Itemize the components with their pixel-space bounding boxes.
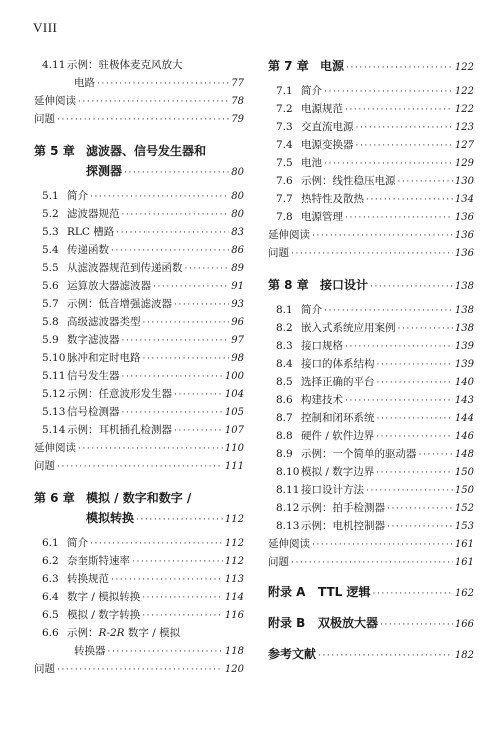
- page-ref: 144: [454, 413, 474, 424]
- leader-dots: [57, 661, 223, 679]
- page-ref: 116: [224, 610, 244, 621]
- section-title: 问题: [34, 663, 55, 675]
- section-title: 问题: [34, 113, 55, 125]
- page-ref: 113: [224, 574, 244, 585]
- toc-entry[interactable]: [268, 427, 474, 445]
- leader-dots: [90, 188, 229, 206]
- page-ref: 80: [231, 209, 244, 220]
- toc-entry[interactable]: [34, 56, 244, 74]
- section-number: 6.4: [42, 591, 59, 603]
- section-title: 控制和闭环系统: [301, 412, 375, 424]
- leader-dots: [57, 458, 223, 476]
- toc-entry[interactable]: [268, 301, 474, 319]
- section-title: 交直流电源: [301, 121, 354, 133]
- section-title: 数字 / 模拟转换: [67, 591, 141, 603]
- toc-entry[interactable]: [34, 660, 244, 678]
- toc-entry[interactable]: [34, 570, 244, 588]
- section-title: 示例：低音增强滤波器: [67, 298, 172, 310]
- page-ref: 80: [231, 167, 244, 178]
- section-number: 8.11: [276, 484, 300, 496]
- page-ref: 130: [454, 176, 474, 187]
- section-number: 7.2: [276, 103, 293, 115]
- leader-dots: [345, 209, 453, 227]
- leader-dots: [108, 643, 223, 661]
- section-number: 8.9: [276, 448, 293, 460]
- toc-entry[interactable]: [34, 205, 244, 223]
- leader-dots: [356, 137, 453, 155]
- page-ref: 104: [224, 389, 244, 400]
- section-title: 延伸阅读: [34, 442, 76, 454]
- section-title: 问题: [268, 247, 289, 259]
- toc-entry[interactable]: [34, 403, 244, 421]
- section-title: 延伸阅读: [34, 95, 76, 107]
- section-title: 简介: [67, 537, 88, 549]
- chapter-heading[interactable]: [268, 275, 474, 295]
- chapter-5-sections: [34, 187, 244, 439]
- section-title: 构建技术: [301, 394, 343, 406]
- leader-dots: [377, 410, 453, 428]
- toc-entry[interactable]: [34, 331, 244, 349]
- leader-dots: [143, 314, 230, 332]
- leader-dots: [97, 75, 229, 93]
- section-title: 从滤波器规范到传递函数: [67, 262, 183, 274]
- leader-dots: [174, 296, 229, 314]
- page-ref: 136: [454, 230, 474, 241]
- toc-entry[interactable]: [34, 457, 244, 475]
- page-ref: 96: [231, 317, 244, 328]
- leader-dots: [377, 374, 453, 392]
- leader-dots: [356, 119, 453, 137]
- toc-entry[interactable]: [34, 349, 244, 367]
- section-number: 5.2: [42, 208, 59, 220]
- leader-dots: [380, 615, 453, 635]
- section-number: 6.3: [42, 573, 59, 585]
- section-title: 示例：R-2R 数字 / 模拟: [67, 627, 181, 639]
- toc-entry[interactable]: [268, 82, 474, 100]
- section-title: 简介: [301, 304, 322, 316]
- section-title: 简介: [67, 190, 88, 202]
- page-ref: 100: [224, 371, 244, 382]
- leader-dots: [377, 356, 453, 374]
- leader-dots: [78, 440, 223, 458]
- chapter-title-cont: 探测器: [86, 164, 123, 178]
- page-ref: 138: [454, 305, 474, 316]
- section-title: RLC 槽路: [67, 226, 115, 238]
- section-number: 8.2: [276, 322, 293, 334]
- page-ref: 98: [231, 353, 244, 364]
- section-title: 电池: [301, 157, 322, 169]
- section-number: 6.1: [42, 537, 59, 549]
- page-ref: 80: [231, 191, 244, 202]
- page-ref: 112: [224, 538, 244, 549]
- page-ref: 93: [231, 299, 244, 310]
- leader-dots: [346, 58, 453, 78]
- leader-dots: [57, 111, 229, 129]
- appendix-title: TTL 逻辑: [318, 585, 371, 599]
- toc-entry[interactable]: [268, 553, 474, 571]
- section-title: 选择正确的平台: [301, 376, 375, 388]
- page-ref: 83: [231, 227, 244, 238]
- chapter-6-sections: [34, 534, 244, 624]
- page-ref: 77: [231, 78, 244, 89]
- page-ref: 134: [454, 194, 474, 205]
- chapter-title: 接口设计: [320, 278, 369, 292]
- leader-dots: [366, 191, 453, 209]
- page-ref: 97: [231, 335, 244, 346]
- leader-dots: [345, 101, 453, 119]
- toc-entry[interactable]: [268, 499, 474, 517]
- page-ref: 122: [454, 104, 474, 115]
- toc-entry[interactable]: [268, 355, 474, 373]
- leader-dots: [376, 464, 453, 482]
- leader-dots: [142, 589, 223, 607]
- toc-entry[interactable]: [268, 118, 474, 136]
- page-number: VIII: [33, 20, 58, 35]
- page-ref: 150: [454, 485, 474, 496]
- leader-dots: [398, 173, 453, 191]
- page-ref: 86: [231, 245, 244, 256]
- references-title: 参考文献: [268, 647, 317, 661]
- section-number: 5.12: [42, 388, 66, 400]
- appendix-number: 附录 A: [268, 585, 306, 599]
- section-number: 8.6: [276, 394, 293, 406]
- chapter-heading[interactable]: [34, 488, 244, 508]
- toc-entry[interactable]: [34, 295, 244, 313]
- leader-dots: [136, 510, 223, 530]
- page-ref: 118: [224, 646, 244, 657]
- leader-dots: [345, 338, 453, 356]
- section-number: 8.4: [276, 358, 293, 370]
- chapter-heading[interactable]: [268, 56, 474, 76]
- leader-dots: [174, 386, 223, 404]
- page-ref: 123: [454, 122, 474, 133]
- appendix-a-heading[interactable]: [268, 582, 474, 602]
- toc-entry[interactable]: [34, 606, 244, 624]
- page-ref: 79: [231, 114, 244, 125]
- section-number: 8.12: [276, 502, 300, 514]
- chapter-number: 第 7 章: [268, 59, 309, 73]
- section-title: 接口规格: [301, 340, 343, 352]
- toc-entry[interactable]: [34, 110, 244, 128]
- toc-entry[interactable]: [268, 136, 474, 154]
- section-title: 示例：一个简单的驱动器: [301, 448, 417, 460]
- chapter-title-cont: 模拟转换: [86, 511, 135, 525]
- chapter-heading[interactable]: [34, 141, 244, 161]
- section-number: 7.7: [276, 193, 293, 205]
- chapter-7-sections: [268, 82, 474, 226]
- leader-dots: [122, 368, 223, 386]
- page-ref: 143: [454, 395, 474, 406]
- section-title: 接口的体系结构: [301, 358, 375, 370]
- page-ref: 112: [224, 556, 244, 567]
- page-ref: 111: [224, 461, 244, 472]
- chapter-number: 第 6 章: [34, 491, 75, 505]
- section-number: 7.8: [276, 211, 293, 223]
- leader-dots: [345, 392, 453, 410]
- references-heading[interactable]: [268, 644, 474, 664]
- toc-entry[interactable]: [34, 259, 244, 277]
- leader-dots: [122, 206, 230, 224]
- section-number: 5.13: [42, 406, 66, 418]
- leader-dots: [122, 332, 230, 350]
- page-ref: 127: [454, 140, 474, 151]
- section-title: 示例：线性稳压电源: [301, 175, 396, 187]
- toc-left-column: [34, 56, 244, 678]
- section-number: 5.9: [42, 334, 59, 346]
- section-title: 高级滤波器类型: [67, 316, 141, 328]
- section-number: 4.11: [42, 59, 66, 71]
- section-title: 示例：拍手检测器: [301, 502, 385, 514]
- section-number: 5.10: [42, 352, 66, 364]
- leader-dots: [324, 302, 453, 320]
- toc-entry[interactable]: [268, 517, 474, 535]
- chapter-8-sections: [268, 301, 474, 535]
- section-number: 7.5: [276, 157, 293, 169]
- section-title: 问题: [34, 460, 55, 472]
- toc-entry[interactable]: [268, 208, 474, 226]
- section-title: 模拟 / 数字转换: [67, 609, 141, 621]
- leader-dots: [116, 224, 229, 242]
- page-ref: 139: [454, 359, 474, 370]
- leader-dots: [324, 155, 453, 173]
- toc-entry[interactable]: [268, 535, 474, 553]
- section-title: 转换规范: [67, 573, 109, 585]
- toc-entry[interactable]: [268, 445, 474, 463]
- page-ref: 146: [454, 431, 474, 442]
- toc-entry[interactable]: [268, 244, 474, 262]
- toc-entry[interactable]: [268, 226, 474, 244]
- section-title: 延伸阅读: [268, 538, 310, 550]
- chapter-heading-continuation[interactable]: [34, 508, 244, 528]
- toc-entry[interactable]: [34, 367, 244, 385]
- page-ref: 162: [454, 588, 474, 599]
- leader-dots: [312, 227, 453, 245]
- leader-dots: [124, 163, 229, 183]
- toc-entry[interactable]: [268, 391, 474, 409]
- toc-entry[interactable]: [34, 187, 244, 205]
- leader-dots: [398, 320, 453, 338]
- leader-dots: [143, 350, 230, 368]
- page-ref: 136: [454, 212, 474, 223]
- section-number: 8.10: [276, 466, 300, 478]
- section-number: 5.3: [42, 226, 59, 238]
- section-title: 问题: [268, 556, 289, 568]
- leader-dots: [153, 278, 229, 296]
- page-ref: 136: [454, 248, 474, 259]
- page-ref: 150: [454, 467, 474, 478]
- toc-entry[interactable]: [268, 100, 474, 118]
- appendix-number: 附录 B: [268, 616, 306, 630]
- section-number: 8.8: [276, 430, 293, 442]
- page-ref: 78: [231, 96, 244, 107]
- section-title-cont: 电路: [74, 77, 95, 89]
- section-number: 5.4: [42, 244, 59, 256]
- section-number: 5.7: [42, 298, 59, 310]
- chapter-title: 滤波器、信号发生器和: [86, 144, 207, 158]
- section-title: 硬件 / 软件边界: [301, 430, 375, 442]
- toc-entry[interactable]: [268, 373, 474, 391]
- leader-dots: [291, 554, 453, 572]
- section-number: 8.5: [276, 376, 293, 388]
- leader-dots: [312, 536, 453, 554]
- page-ref: 114: [224, 592, 244, 603]
- page-ref: 122: [454, 62, 474, 73]
- page-ref: 161: [454, 557, 474, 568]
- section-number: 6.2: [42, 555, 59, 567]
- toc-entry[interactable]: [268, 319, 474, 337]
- chapter-number: 第 5 章: [34, 144, 75, 158]
- page-ref: 122: [454, 86, 474, 97]
- section-title: 信号检测器: [67, 406, 120, 418]
- section-number: 6.6: [42, 627, 59, 639]
- page-ref: 153: [454, 521, 474, 532]
- section-number: 7.3: [276, 121, 293, 133]
- leader-dots: [318, 646, 453, 666]
- appendix-b-heading[interactable]: [268, 613, 474, 633]
- leader-dots: [366, 482, 453, 500]
- toc-entry-continuation[interactable]: [34, 74, 244, 92]
- leader-dots: [372, 584, 452, 604]
- section-title-cont: 转换器: [74, 645, 106, 657]
- page-ref: 105: [224, 407, 244, 418]
- toc-entry[interactable]: [268, 337, 474, 355]
- page-ref: 112: [224, 514, 244, 525]
- page-ref: 140: [454, 377, 474, 388]
- leader-dots: [142, 607, 223, 625]
- toc-entry[interactable]: [268, 172, 474, 190]
- page-ref: 166: [454, 619, 474, 630]
- section-number: 8.1: [276, 304, 293, 316]
- section-number: 5.14: [42, 424, 66, 436]
- section-title: 电源变换器: [301, 139, 354, 151]
- section-number: 8.7: [276, 412, 293, 424]
- toc-entry[interactable]: [34, 385, 244, 403]
- leader-dots: [78, 93, 229, 111]
- toc-entry[interactable]: [268, 481, 474, 499]
- page-ref: 138: [454, 323, 474, 334]
- section-number: 5.5: [42, 262, 59, 274]
- chapter-title: 模拟 / 数字和数字 /: [86, 491, 192, 505]
- toc-entry[interactable]: [268, 190, 474, 208]
- section-title: 接口设计方法: [301, 484, 364, 496]
- section-number: 5.1: [42, 190, 59, 202]
- chapter-title: 电源: [320, 59, 345, 73]
- toc-entry[interactable]: [34, 241, 244, 259]
- toc-entry[interactable]: [34, 421, 244, 439]
- section-title: 电源管理: [301, 211, 343, 223]
- toc-entry-continuation[interactable]: [34, 642, 244, 660]
- section-number: 7.1: [276, 85, 293, 97]
- section-title: 传递函数: [67, 244, 109, 256]
- leader-dots: [174, 422, 223, 440]
- toc-entry[interactable]: [268, 463, 474, 481]
- section-title: 示例：任意波形发生器: [67, 388, 172, 400]
- page-ref: 120: [224, 664, 244, 675]
- toc-entry[interactable]: [34, 277, 244, 295]
- page-ref: 161: [454, 539, 474, 550]
- section-title: 运算放大器滤波器: [67, 280, 151, 292]
- toc-entry[interactable]: [34, 313, 244, 331]
- leader-dots: [291, 245, 453, 263]
- appendix-title: 双极放大器: [318, 616, 379, 630]
- leader-dots: [387, 500, 453, 518]
- section-title: 示例：驻极体麦克风放大: [67, 59, 183, 71]
- section-title: 滤波器规范: [67, 208, 120, 220]
- toc-entry[interactable]: [34, 223, 244, 241]
- page-ref: 107: [224, 425, 244, 436]
- section-title: 延伸阅读: [268, 229, 310, 241]
- section-title: 示例：耳机插孔检测器: [67, 424, 172, 436]
- section-number: 8.3: [276, 340, 293, 352]
- toc-entry[interactable]: [34, 534, 244, 552]
- toc-entry[interactable]: [34, 439, 244, 457]
- page-ref: 182: [454, 650, 474, 661]
- toc-entry[interactable]: [34, 92, 244, 110]
- section-title: 奈奎斯特速率: [67, 555, 130, 567]
- section-title: 数字滤波器: [67, 334, 120, 346]
- section-number: 6.5: [42, 609, 59, 621]
- page-ref: 110: [224, 443, 244, 454]
- leader-dots: [324, 83, 453, 101]
- leader-dots: [111, 571, 223, 589]
- page-ref: 129: [454, 158, 474, 169]
- chapter-heading-continuation[interactable]: [34, 161, 244, 181]
- section-title: 热特性及散热: [301, 193, 364, 205]
- leader-dots: [90, 535, 223, 553]
- section-title: 模拟 / 数字边界: [301, 466, 375, 478]
- leader-dots: [419, 446, 453, 464]
- section-number: 8.13: [276, 520, 300, 532]
- toc-entry[interactable]: [268, 409, 474, 427]
- leader-dots: [370, 277, 453, 297]
- leader-dots: [185, 260, 230, 278]
- section-title: 脉冲和定时电路: [67, 352, 141, 364]
- section-title: 示例：电机控制器: [301, 520, 385, 532]
- leader-dots: [111, 242, 229, 260]
- leader-dots: [122, 404, 223, 422]
- section-title: 电源规范: [301, 103, 343, 115]
- toc-entry[interactable]: [34, 588, 244, 606]
- page-ref: 89: [231, 263, 244, 274]
- chapter-number: 第 8 章: [268, 278, 309, 292]
- leader-dots: [376, 428, 453, 446]
- section-title: 嵌入式系统应用案例: [301, 322, 396, 334]
- page-ref: 148: [454, 449, 474, 460]
- section-title: 信号发生器: [67, 370, 120, 382]
- section-number: 5.11: [42, 370, 66, 382]
- toc-entry[interactable]: [34, 552, 244, 570]
- toc-entry[interactable]: [34, 624, 244, 642]
- section-number: 7.6: [276, 175, 293, 187]
- leader-dots: [387, 518, 453, 536]
- section-title: 简介: [301, 85, 322, 97]
- page-ref: 138: [454, 281, 474, 292]
- leader-dots: [132, 553, 223, 571]
- toc-right-column: [268, 56, 474, 664]
- section-number: 5.8: [42, 316, 59, 328]
- page-ref: 139: [454, 341, 474, 352]
- section-number: 7.4: [276, 139, 293, 151]
- page-ref: 91: [231, 281, 244, 292]
- section-number: 5.6: [42, 280, 59, 292]
- page-ref: 152: [454, 503, 474, 514]
- toc-entry[interactable]: [268, 154, 474, 172]
